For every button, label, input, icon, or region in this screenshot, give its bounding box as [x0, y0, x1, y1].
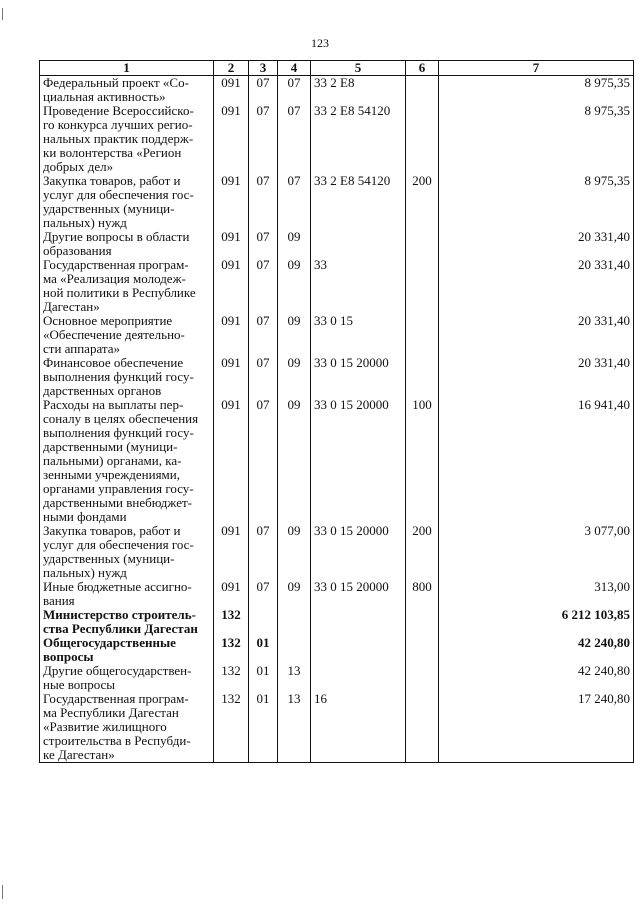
- row-amount: 3 077,00: [439, 524, 634, 580]
- row-name: Министерство строитель- ства Республики Дагестан: [40, 608, 214, 636]
- row-target-article: 33 2 Е8 54120: [311, 174, 406, 230]
- row-section-code: 07: [249, 174, 278, 230]
- row-subsection-code: 09: [278, 580, 311, 608]
- page-number: 123: [311, 36, 329, 50]
- table-row: [40, 76, 634, 105]
- row-amount: 20 331,40: [439, 314, 634, 356]
- row-section-code: 07: [249, 76, 278, 105]
- table-row: [40, 608, 634, 636]
- row-name: Федеральный проект «Со- циальная активность»: [40, 76, 214, 105]
- table-row: [40, 230, 634, 258]
- row-amount: 8 975,35: [439, 104, 634, 174]
- table-row: [40, 174, 634, 230]
- row-section-code: 07: [249, 258, 278, 314]
- row-subsection-code: 09: [278, 356, 311, 398]
- column-header: 4: [278, 61, 311, 76]
- table-row: [40, 636, 634, 664]
- row-expense-type: [406, 230, 439, 258]
- budget-table: [39, 60, 634, 763]
- row-ministry-code: 091: [214, 524, 249, 580]
- row-name: Другие вопросы в области образования: [40, 230, 214, 258]
- column-header: 5: [311, 61, 406, 76]
- row-name: Основное мероприятие «Обеспечение деятельно- сти аппарата»: [40, 314, 214, 356]
- row-amount: 20 331,40: [439, 356, 634, 398]
- row-amount: 20 331,40: [439, 230, 634, 258]
- table-row: [40, 398, 634, 524]
- row-expense-type: 100: [406, 398, 439, 524]
- row-target-article: 33 0 15 20000: [311, 356, 406, 398]
- table-row: [40, 692, 634, 763]
- row-ministry-code: 091: [214, 580, 249, 608]
- row-ministry-code: 091: [214, 356, 249, 398]
- row-section-code: 07: [249, 398, 278, 524]
- row-name: Государственная програм- ма Республики Дагестан «Развитие жилищного строительства в Респубди- ке Дагестан»: [40, 692, 214, 763]
- row-ministry-code: 091: [214, 76, 249, 105]
- row-amount: 16 941,40: [439, 398, 634, 524]
- row-expense-type: [406, 314, 439, 356]
- row-subsection-code: 07: [278, 174, 311, 230]
- table-row: [40, 356, 634, 398]
- row-target-article: 16: [311, 692, 406, 763]
- row-expense-type: 200: [406, 174, 439, 230]
- row-ministry-code: 091: [214, 230, 249, 258]
- row-section-code: 01: [249, 692, 278, 763]
- row-amount: 42 240,80: [439, 636, 634, 664]
- row-name: Общегосударственные вопросы: [40, 636, 214, 664]
- row-subsection-code: 13: [278, 692, 311, 763]
- row-expense-type: [406, 692, 439, 763]
- row-ministry-code: 091: [214, 398, 249, 524]
- row-target-article: [311, 636, 406, 664]
- table-row: [40, 314, 634, 356]
- row-expense-type: 800: [406, 580, 439, 608]
- row-expense-type: [406, 608, 439, 636]
- row-ministry-code: 091: [214, 314, 249, 356]
- row-target-article: 33 2 Е8 54120: [311, 104, 406, 174]
- row-section-code: 07: [249, 104, 278, 174]
- row-name: Государственная програм- ма «Реализация молодеж- ной политики в Республике Дагестан»: [40, 258, 214, 314]
- table-row: [40, 664, 634, 692]
- column-header: 1: [40, 61, 214, 76]
- row-section-code: 07: [249, 524, 278, 580]
- row-target-article: 33 0 15: [311, 314, 406, 356]
- row-subsection-code: 09: [278, 230, 311, 258]
- column-header: 7: [439, 61, 634, 76]
- row-subsection-code: 09: [278, 258, 311, 314]
- row-amount: 20 331,40: [439, 258, 634, 314]
- row-target-article: [311, 608, 406, 636]
- row-expense-type: 200: [406, 524, 439, 580]
- row-expense-type: [406, 76, 439, 105]
- row-expense-type: [406, 258, 439, 314]
- row-amount: 6 212 103,85: [439, 608, 634, 636]
- row-section-code: 01: [249, 664, 278, 692]
- row-expense-type: [406, 636, 439, 664]
- row-target-article: [311, 230, 406, 258]
- row-target-article: 33 0 15 20000: [311, 580, 406, 608]
- row-amount: 313,00: [439, 580, 634, 608]
- row-name: Иные бюджетные ассигно- вания: [40, 580, 214, 608]
- row-subsection-code: [278, 636, 311, 664]
- row-ministry-code: 091: [214, 104, 249, 174]
- row-target-article: [311, 664, 406, 692]
- row-section-code: 07: [249, 356, 278, 398]
- row-amount: 42 240,80: [439, 664, 634, 692]
- row-target-article: 33 0 15 20000: [311, 398, 406, 524]
- row-name: Закупка товаров, работ и услуг для обеспечения гос- ударственных (муници- пальных) нужд: [40, 524, 214, 580]
- row-subsection-code: 07: [278, 76, 311, 105]
- row-ministry-code: 091: [214, 258, 249, 314]
- row-subsection-code: 09: [278, 524, 311, 580]
- row-ministry-code: 132: [214, 608, 249, 636]
- scan-edge-mark: [2, 885, 3, 899]
- row-target-article: 33 0 15 20000: [311, 524, 406, 580]
- row-section-code: 07: [249, 314, 278, 356]
- row-target-article: 33 2 Е8: [311, 76, 406, 105]
- row-ministry-code: 132: [214, 636, 249, 664]
- scan-edge-mark: [2, 8, 3, 20]
- row-subsection-code: [278, 608, 311, 636]
- row-amount: 17 240,80: [439, 692, 634, 763]
- row-target-article: 33: [311, 258, 406, 314]
- table-body: [40, 76, 634, 763]
- row-ministry-code: 091: [214, 174, 249, 230]
- row-subsection-code: 07: [278, 104, 311, 174]
- table-row: [40, 580, 634, 608]
- row-section-code: 07: [249, 580, 278, 608]
- row-section-code: [249, 608, 278, 636]
- row-subsection-code: 09: [278, 314, 311, 356]
- header-row: [40, 61, 634, 76]
- row-ministry-code: 132: [214, 692, 249, 763]
- row-subsection-code: 09: [278, 398, 311, 524]
- row-name: Закупка товаров, работ и услуг для обеспечения гос- ударственных (муници- пальных) нужд: [40, 174, 214, 230]
- table-row: [40, 258, 634, 314]
- table-row: [40, 104, 634, 174]
- row-expense-type: [406, 356, 439, 398]
- table-row: [40, 524, 634, 580]
- row-name: Расходы на выплаты пер- соналу в целях обеспечения выполнения функций госу- дарственными (муници- пальными) органами, ка- зенными учреждениями, органами управления госу- дарственными внебюджет- ными фондами: [40, 398, 214, 524]
- row-ministry-code: 132: [214, 664, 249, 692]
- row-amount: 8 975,35: [439, 174, 634, 230]
- column-header: 3: [249, 61, 278, 76]
- column-header: 6: [406, 61, 439, 76]
- row-name: Другие общегосударствен- ные вопросы: [40, 664, 214, 692]
- row-name: Финансовое обеспечение выполнения функций госу- дарственных органов: [40, 356, 214, 398]
- row-name: Проведение Всероссийско- го конкурса лучших регио- нальных практик поддерж- ки волонтерства «Регион добрых дел»: [40, 104, 214, 174]
- row-expense-type: [406, 664, 439, 692]
- column-header: 2: [214, 61, 249, 76]
- row-section-code: 07: [249, 230, 278, 258]
- row-subsection-code: 13: [278, 664, 311, 692]
- row-expense-type: [406, 104, 439, 174]
- row-section-code: 01: [249, 636, 278, 664]
- row-amount: 8 975,35: [439, 76, 634, 105]
